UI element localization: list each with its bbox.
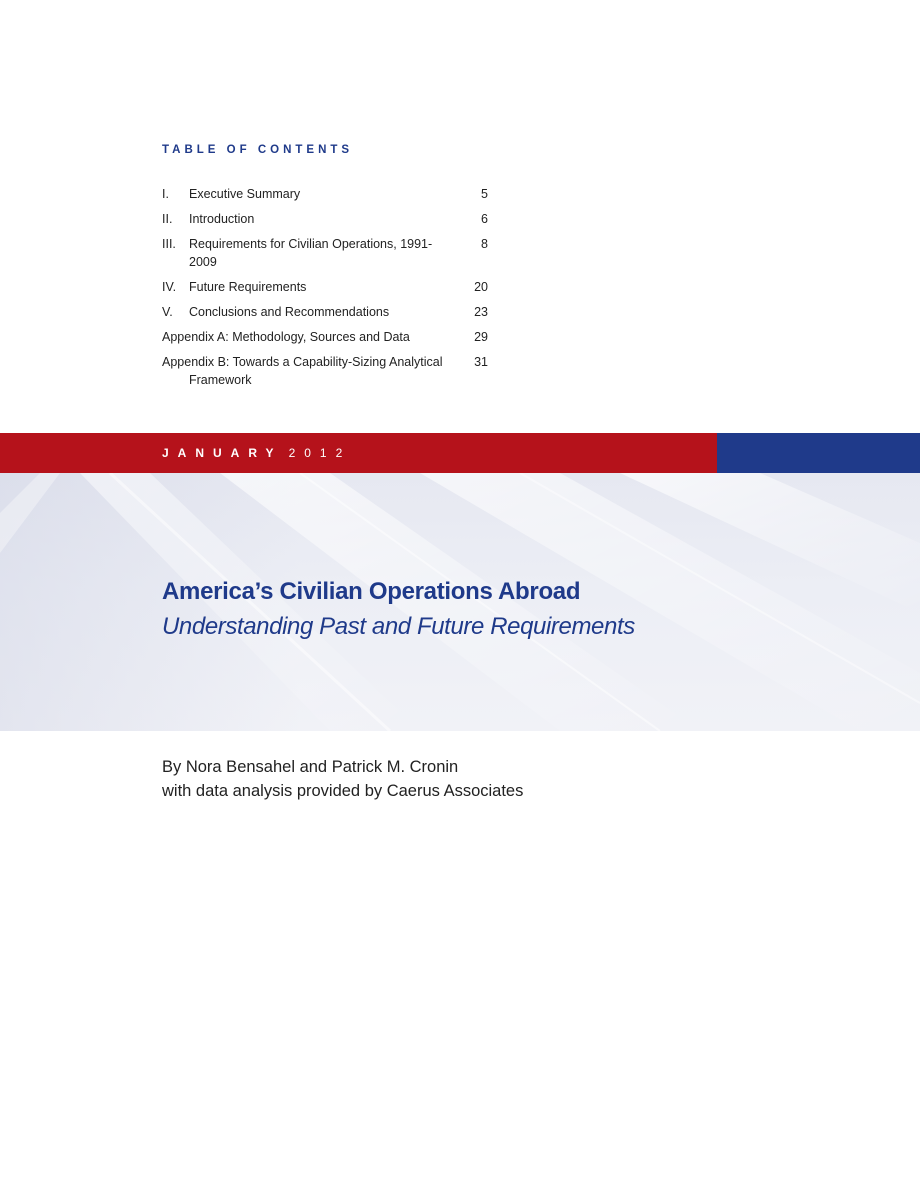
toc-entry-title: Requirements for Civilian Operations, 1991-2009 [189, 237, 433, 269]
toc-entry-title: Introduction [189, 212, 255, 226]
banner-red-section [0, 433, 717, 473]
toc-entry [162, 210, 488, 228]
toc-entry-title: Conclusions and Recommendations [189, 305, 390, 319]
toc-entry-page: 5 [481, 187, 488, 201]
toc-entry-page: 6 [481, 212, 488, 226]
byline-data-credit: with data analysis provided by Caerus Associates [162, 782, 524, 800]
publication-year: 2012 [288, 446, 352, 460]
report-title: America’s Civilian Operations Abroad [162, 578, 581, 605]
toc-entry-page: 8 [481, 237, 488, 251]
toc-entry-page: 29 [474, 330, 488, 344]
report-subtitle: Understanding Past and Future Requirements [162, 613, 635, 640]
toc-entry [162, 235, 488, 271]
toc-entry-number: III. [162, 237, 176, 251]
toc-entry-page: 20 [474, 280, 488, 294]
toc-entry [162, 303, 488, 321]
toc-entry-number: II. [162, 212, 173, 226]
toc-entry [162, 278, 488, 296]
toc-entry-title: Appendix A: Methodology, Sources and Data [162, 330, 410, 344]
publication-month: JANUARY [162, 446, 283, 460]
toc-heading: TABLE OF CONTENTS [162, 144, 354, 156]
banner-blue-section [717, 433, 920, 473]
byline [162, 755, 523, 803]
toc-entry-number: IV. [162, 280, 177, 294]
toc-entry-title: Executive Summary [189, 187, 301, 201]
publication-date [162, 446, 351, 460]
toc-entry-page: 23 [474, 305, 488, 319]
toc-entry-appendix-a [162, 328, 488, 346]
toc-entry-number: I. [162, 187, 169, 201]
toc-entry-appendix-b [162, 353, 488, 389]
toc-entry-page: 31 [474, 355, 488, 369]
toc-entry [162, 185, 488, 203]
toc-entry-number: V. [162, 305, 173, 319]
byline-authors: By Nora Bensahel and Patrick M. Cronin [162, 758, 459, 776]
toc-entry-title: Future Requirements [189, 280, 307, 294]
table-of-contents [162, 185, 488, 396]
date-banner [0, 433, 920, 473]
toc-entry-title: Appendix B: Towards a Capability-Sizing Analytical Framework [162, 355, 443, 387]
